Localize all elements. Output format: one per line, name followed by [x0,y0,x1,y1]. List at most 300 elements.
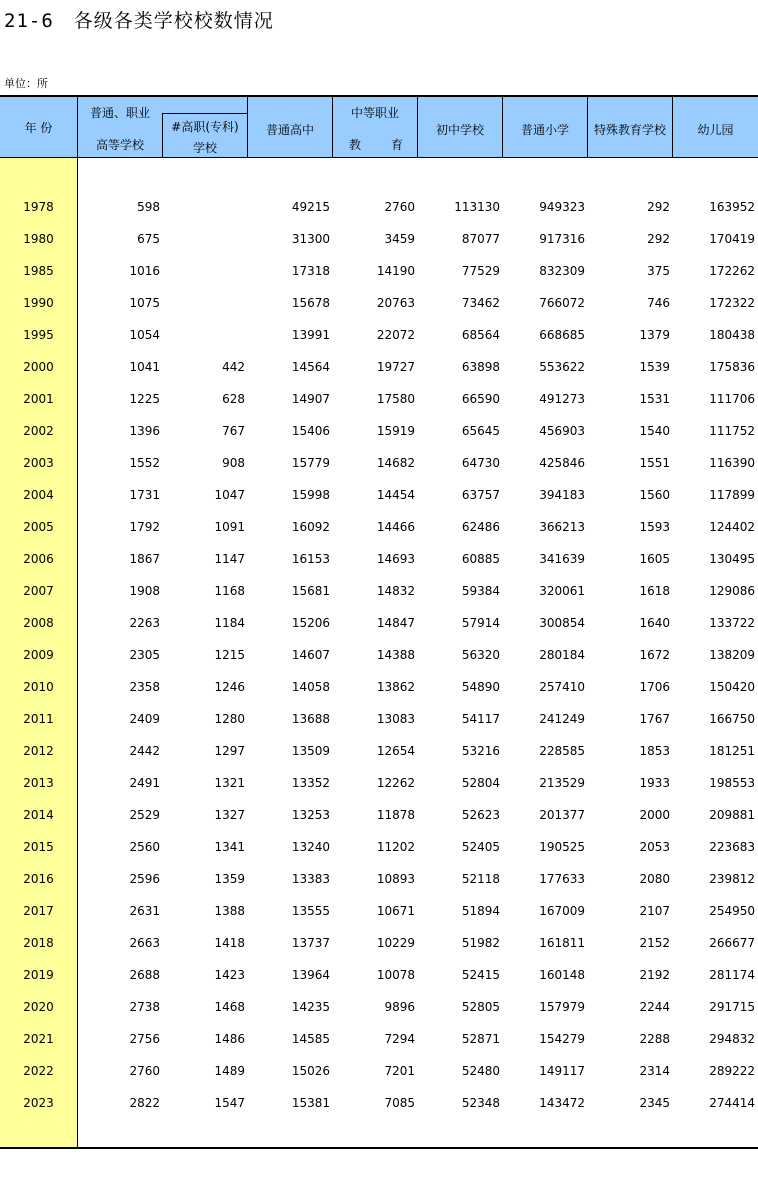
cell-vocational: 1321 [214,776,245,790]
cell-special: 2152 [639,936,670,950]
cell-vocational: 628 [222,392,245,406]
cell-year: 2014 [23,808,54,822]
cell-junior: 52348 [461,1096,500,1110]
cell-kindergarten: 150420 [709,680,755,694]
cell-higher: 598 [137,200,160,214]
table-row [0,389,758,409]
cell-senior-high: 13964 [291,968,330,982]
header-year: 年 份 [24,121,53,135]
cell-senior-high: 15381 [291,1096,330,1110]
cell-year: 2012 [23,744,54,758]
cell-year: 2008 [23,616,54,630]
cell-special: 2107 [639,904,670,918]
cell-special: 1531 [639,392,670,406]
cell-higher: 2631 [129,904,160,918]
cell-secondary-voc: 15919 [376,424,415,438]
cell-higher: 2491 [129,776,160,790]
cell-higher: 2596 [129,872,160,886]
cell-senior-high: 13240 [291,840,330,854]
cell-special: 1853 [639,744,670,758]
header-secondary-voc-bottom-left: 教 [349,138,362,152]
table-row [0,901,758,921]
cell-secondary-voc: 7201 [384,1064,415,1078]
cell-vocational: 1280 [214,712,245,726]
cell-special: 1593 [639,520,670,534]
cell-special: 1539 [639,360,670,374]
cell-year: 2020 [23,1000,54,1014]
cell-special: 1618 [639,584,670,598]
cell-kindergarten: 175836 [709,360,755,374]
table-row [0,709,758,729]
cell-secondary-voc: 7085 [384,1096,415,1110]
cell-secondary-voc: 13862 [376,680,415,694]
cell-special: 1640 [639,616,670,630]
cell-kindergarten: 209881 [709,808,755,822]
header-higher-top: 普通、职业 [89,106,150,120]
cell-junior: 52804 [461,776,500,790]
cell-secondary-voc: 14388 [376,648,415,662]
cell-junior: 53216 [461,744,500,758]
cell-senior-high: 13253 [291,808,330,822]
cell-secondary-voc: 13083 [376,712,415,726]
cell-vocational: 1297 [214,744,245,758]
cell-year: 2002 [23,424,54,438]
cell-higher: 1792 [129,520,160,534]
cell-year: 2011 [23,712,54,726]
table-row [0,965,758,985]
cell-special: 1379 [639,328,670,342]
cell-special: 746 [647,296,670,310]
cell-junior: 51982 [461,936,500,950]
cell-higher: 2409 [129,712,160,726]
header-higher-bottom: 高等学校 [95,138,144,152]
cell-year: 2009 [23,648,54,662]
header-secondary-voc-top: 中等职业 [350,106,399,120]
cell-kindergarten: 289222 [709,1064,755,1078]
header-vocational-top: #高职(专科) [171,120,239,134]
cell-special: 1605 [639,552,670,566]
table-row [0,773,758,793]
cell-secondary-voc: 12262 [376,776,415,790]
cell-junior: 66590 [461,392,500,406]
cell-secondary-voc: 2760 [384,200,415,214]
cell-special: 2288 [639,1032,670,1046]
cell-year: 2017 [23,904,54,918]
cell-vocational: 1246 [214,680,245,694]
cell-special: 2314 [639,1064,670,1078]
cell-primary: 280184 [539,648,585,662]
cell-vocational: 1215 [214,648,245,662]
cell-year: 2007 [23,584,54,598]
cell-secondary-voc: 7294 [384,1032,415,1046]
cell-primary: 157979 [539,1000,585,1014]
cell-vocational: 1184 [214,616,245,630]
cell-junior: 54117 [461,712,500,726]
cell-vocational: 1341 [214,840,245,854]
cell-junior: 73462 [461,296,500,310]
cell-higher: 1054 [129,328,160,342]
cell-kindergarten: 138209 [709,648,755,662]
cell-junior: 52623 [461,808,500,822]
cell-senior-high: 14585 [291,1032,330,1046]
cell-year: 1995 [23,328,54,342]
cell-higher: 2822 [129,1096,160,1110]
cell-primary: 341639 [539,552,585,566]
cell-vocational: 1047 [214,488,245,502]
cell-kindergarten: 198553 [709,776,755,790]
cell-primary: 241249 [539,712,585,726]
cell-primary: 394183 [539,488,585,502]
cell-vocational: 1423 [214,968,245,982]
cell-senior-high: 16092 [291,520,330,534]
cell-special: 1540 [639,424,670,438]
header-special: 特殊教育学校 [593,123,666,137]
cell-vocational: 1418 [214,936,245,950]
cell-kindergarten: 281174 [709,968,755,982]
cell-primary: 366213 [539,520,585,534]
cell-vocational: 767 [222,424,245,438]
cell-secondary-voc: 10893 [376,872,415,886]
table-row [0,645,758,665]
cell-primary: 228585 [539,744,585,758]
cell-higher: 2663 [129,936,160,950]
cell-higher: 1908 [129,584,160,598]
cell-vocational: 1547 [214,1096,245,1110]
cell-higher: 1041 [129,360,160,374]
table-row [0,1093,758,1113]
cell-secondary-voc: 10671 [376,904,415,918]
cell-higher: 2756 [129,1032,160,1046]
cell-senior-high: 14235 [291,1000,330,1014]
cell-kindergarten: 124402 [709,520,755,534]
cell-primary: 177633 [539,872,585,886]
table-row [0,517,758,537]
cell-year: 2015 [23,840,54,854]
cell-vocational: 1468 [214,1000,245,1014]
cell-primary: 300854 [539,616,585,630]
cell-special: 2000 [639,808,670,822]
cell-year: 2013 [23,776,54,790]
cell-kindergarten: 116390 [709,456,755,470]
cell-kindergarten: 170419 [709,232,755,246]
cell-year: 1985 [23,264,54,278]
cell-secondary-voc: 14682 [376,456,415,470]
table-row [0,1029,758,1049]
cell-primary: 668685 [539,328,585,342]
cell-vocational: 908 [222,456,245,470]
cell-senior-high: 15779 [291,456,330,470]
cell-vocational: 1168 [214,584,245,598]
cell-vocational: 1388 [214,904,245,918]
cell-kindergarten: 111706 [709,392,755,406]
cell-special: 2244 [639,1000,670,1014]
cell-higher: 2760 [129,1064,160,1078]
cell-secondary-voc: 14693 [376,552,415,566]
cell-junior: 57914 [461,616,500,630]
table-row [0,261,758,281]
cell-junior: 62486 [461,520,500,534]
cell-special: 292 [647,232,670,246]
cell-special: 2345 [639,1096,670,1110]
cell-senior-high: 14607 [291,648,330,662]
cell-junior: 59384 [461,584,500,598]
cell-secondary-voc: 14466 [376,520,415,534]
header-senior-high: 普通高中 [265,123,314,137]
cell-primary: 456903 [539,424,585,438]
cell-kindergarten: 223683 [709,840,755,854]
cell-senior-high: 14564 [291,360,330,374]
table-row [0,613,758,633]
table-row [0,997,758,1017]
cell-secondary-voc: 22072 [376,328,415,342]
cell-senior-high: 49215 [291,200,330,214]
cell-secondary-voc: 19727 [376,360,415,374]
cell-senior-high: 16153 [291,552,330,566]
cell-primary: 143472 [539,1096,585,1110]
table-row [0,869,758,889]
cell-year: 2003 [23,456,54,470]
cell-year: 2006 [23,552,54,566]
cell-special: 1672 [639,648,670,662]
cell-junior: 54890 [461,680,500,694]
cell-kindergarten: 163952 [709,200,755,214]
bottom-rule [0,1147,758,1149]
cell-secondary-voc: 12654 [376,744,415,758]
cell-primary: 167009 [539,904,585,918]
cell-higher: 2688 [129,968,160,982]
cell-kindergarten: 111752 [709,424,755,438]
cell-vocational: 1489 [214,1064,245,1078]
cell-higher: 1225 [129,392,160,406]
table-row [0,677,758,697]
cell-year: 2019 [23,968,54,982]
cell-higher: 1075 [129,296,160,310]
cell-primary: 190525 [539,840,585,854]
cell-special: 375 [647,264,670,278]
header-secondary-voc-bottom-right: 育 [391,138,404,152]
cell-special: 1560 [639,488,670,502]
cell-secondary-voc: 10229 [376,936,415,950]
table-row [0,229,758,249]
cell-junior: 51894 [461,904,500,918]
cell-higher: 2529 [129,808,160,822]
cell-kindergarten: 133722 [709,616,755,630]
table-row [0,357,758,377]
cell-junior: 52805 [461,1000,500,1014]
cell-senior-high: 13352 [291,776,330,790]
cell-secondary-voc: 3459 [384,232,415,246]
cell-secondary-voc: 11202 [376,840,415,854]
cell-senior-high: 13737 [291,936,330,950]
cell-junior: 63898 [461,360,500,374]
cell-kindergarten: 172322 [709,296,755,310]
cell-senior-high: 13383 [291,872,330,886]
cell-secondary-voc: 9896 [384,1000,415,1014]
cell-higher: 2263 [129,616,160,630]
cell-vocational: 1327 [214,808,245,822]
cell-year: 2016 [23,872,54,886]
cell-special: 1706 [639,680,670,694]
table-row [0,837,758,857]
cell-senior-high: 15206 [291,616,330,630]
cell-junior: 52415 [461,968,500,982]
cell-secondary-voc: 14190 [376,264,415,278]
cell-secondary-voc: 20763 [376,296,415,310]
cell-kindergarten: 130495 [709,552,755,566]
table-row [0,485,758,505]
table-number: 21-6 [4,10,54,32]
cell-kindergarten: 274414 [709,1096,755,1110]
cell-kindergarten: 291715 [709,1000,755,1014]
cell-special: 1551 [639,456,670,470]
cell-senior-high: 17318 [291,264,330,278]
cell-secondary-voc: 10078 [376,968,415,982]
cell-kindergarten: 166750 [709,712,755,726]
cell-junior: 77529 [461,264,500,278]
cell-junior: 65645 [461,424,500,438]
cell-kindergarten: 172262 [709,264,755,278]
table-row [0,325,758,345]
cell-higher: 2738 [129,1000,160,1014]
cell-senior-high: 15026 [291,1064,330,1078]
table-row [0,805,758,825]
cell-higher: 1552 [129,456,160,470]
table-row [0,581,758,601]
cell-special: 2080 [639,872,670,886]
cell-senior-high: 13688 [291,712,330,726]
cell-vocational: 1147 [214,552,245,566]
cell-higher: 675 [137,232,160,246]
header-junior: 初中学校 [435,123,484,137]
cell-year: 1980 [23,232,54,246]
cell-junior: 113130 [454,200,500,214]
cell-kindergarten: 254950 [709,904,755,918]
cell-junior: 68564 [461,328,500,342]
cell-special: 292 [647,200,670,214]
cell-primary: 320061 [539,584,585,598]
cell-vocational: 1091 [214,520,245,534]
cell-primary: 425846 [539,456,585,470]
table-row [0,741,758,761]
cell-senior-high: 15998 [291,488,330,502]
cell-year: 2005 [23,520,54,534]
cell-primary: 553622 [539,360,585,374]
table-row [0,293,758,313]
table-row [0,933,758,953]
cell-year: 1990 [23,296,54,310]
cell-senior-high: 15678 [291,296,330,310]
cell-senior-high: 13555 [291,904,330,918]
cell-primary: 832309 [539,264,585,278]
cell-senior-high: 15406 [291,424,330,438]
cell-primary: 917316 [539,232,585,246]
cell-vocational: 1486 [214,1032,245,1046]
cell-higher: 1016 [129,264,160,278]
cell-kindergarten: 294832 [709,1032,755,1046]
cell-junior: 60885 [461,552,500,566]
cell-junior: 63757 [461,488,500,502]
cell-junior: 64730 [461,456,500,470]
cell-higher: 2560 [129,840,160,854]
cell-year: 2004 [23,488,54,502]
table-row [0,453,758,473]
cell-primary: 213529 [539,776,585,790]
cell-higher: 2442 [129,744,160,758]
header-vocational-bottom: 学校 [192,141,217,155]
cell-higher: 1867 [129,552,160,566]
cell-primary: 161811 [539,936,585,950]
header-kindergarten: 幼儿园 [697,123,734,137]
cell-special: 2053 [639,840,670,854]
cell-primary: 160148 [539,968,585,982]
cell-secondary-voc: 14454 [376,488,415,502]
cell-senior-high: 14907 [291,392,330,406]
unit-label: 单位：所 [4,77,48,90]
cell-higher: 2358 [129,680,160,694]
cell-senior-high: 13991 [291,328,330,342]
cell-senior-high: 13509 [291,744,330,758]
cell-special: 1767 [639,712,670,726]
cell-secondary-voc: 17580 [376,392,415,406]
cell-junior: 56320 [461,648,500,662]
cell-kindergarten: 129086 [709,584,755,598]
cell-higher: 2305 [129,648,160,662]
cell-higher: 1731 [129,488,160,502]
cell-secondary-voc: 11878 [376,808,415,822]
cell-primary: 257410 [539,680,585,694]
cell-kindergarten: 266677 [709,936,755,950]
cell-year: 2000 [23,360,54,374]
cell-year: 2023 [23,1096,54,1110]
cell-primary: 949323 [539,200,585,214]
table-row [0,1061,758,1081]
cell-kindergarten: 181251 [709,744,755,758]
cell-special: 2192 [639,968,670,982]
cell-year: 2010 [23,680,54,694]
table-row [0,197,758,217]
header-primary: 普通小学 [520,123,569,137]
cell-kindergarten: 117899 [709,488,755,502]
cell-primary: 201377 [539,808,585,822]
cell-special: 1933 [639,776,670,790]
cell-junior: 87077 [461,232,500,246]
cell-year: 2018 [23,936,54,950]
cell-kindergarten: 180438 [709,328,755,342]
cell-senior-high: 15681 [291,584,330,598]
cell-senior-high: 14058 [291,680,330,694]
cell-primary: 491273 [539,392,585,406]
cell-secondary-voc: 14847 [376,616,415,630]
cell-higher: 1396 [129,424,160,438]
cell-junior: 52405 [461,840,500,854]
cell-year: 1978 [23,200,54,214]
cell-year: 2021 [23,1032,54,1046]
cell-junior: 52480 [461,1064,500,1078]
cell-year: 2022 [23,1064,54,1078]
cell-year: 2001 [23,392,54,406]
cell-vocational: 442 [222,360,245,374]
cell-kindergarten: 239812 [709,872,755,886]
cell-primary: 149117 [539,1064,585,1078]
cell-primary: 154279 [539,1032,585,1046]
table-row [0,421,758,441]
table-title: 各级各类学校校数情况 [73,10,274,32]
cell-junior: 52871 [461,1032,500,1046]
cell-junior: 52118 [461,872,500,886]
cell-vocational: 1359 [214,872,245,886]
cell-primary: 766072 [539,296,585,310]
cell-senior-high: 31300 [291,232,330,246]
